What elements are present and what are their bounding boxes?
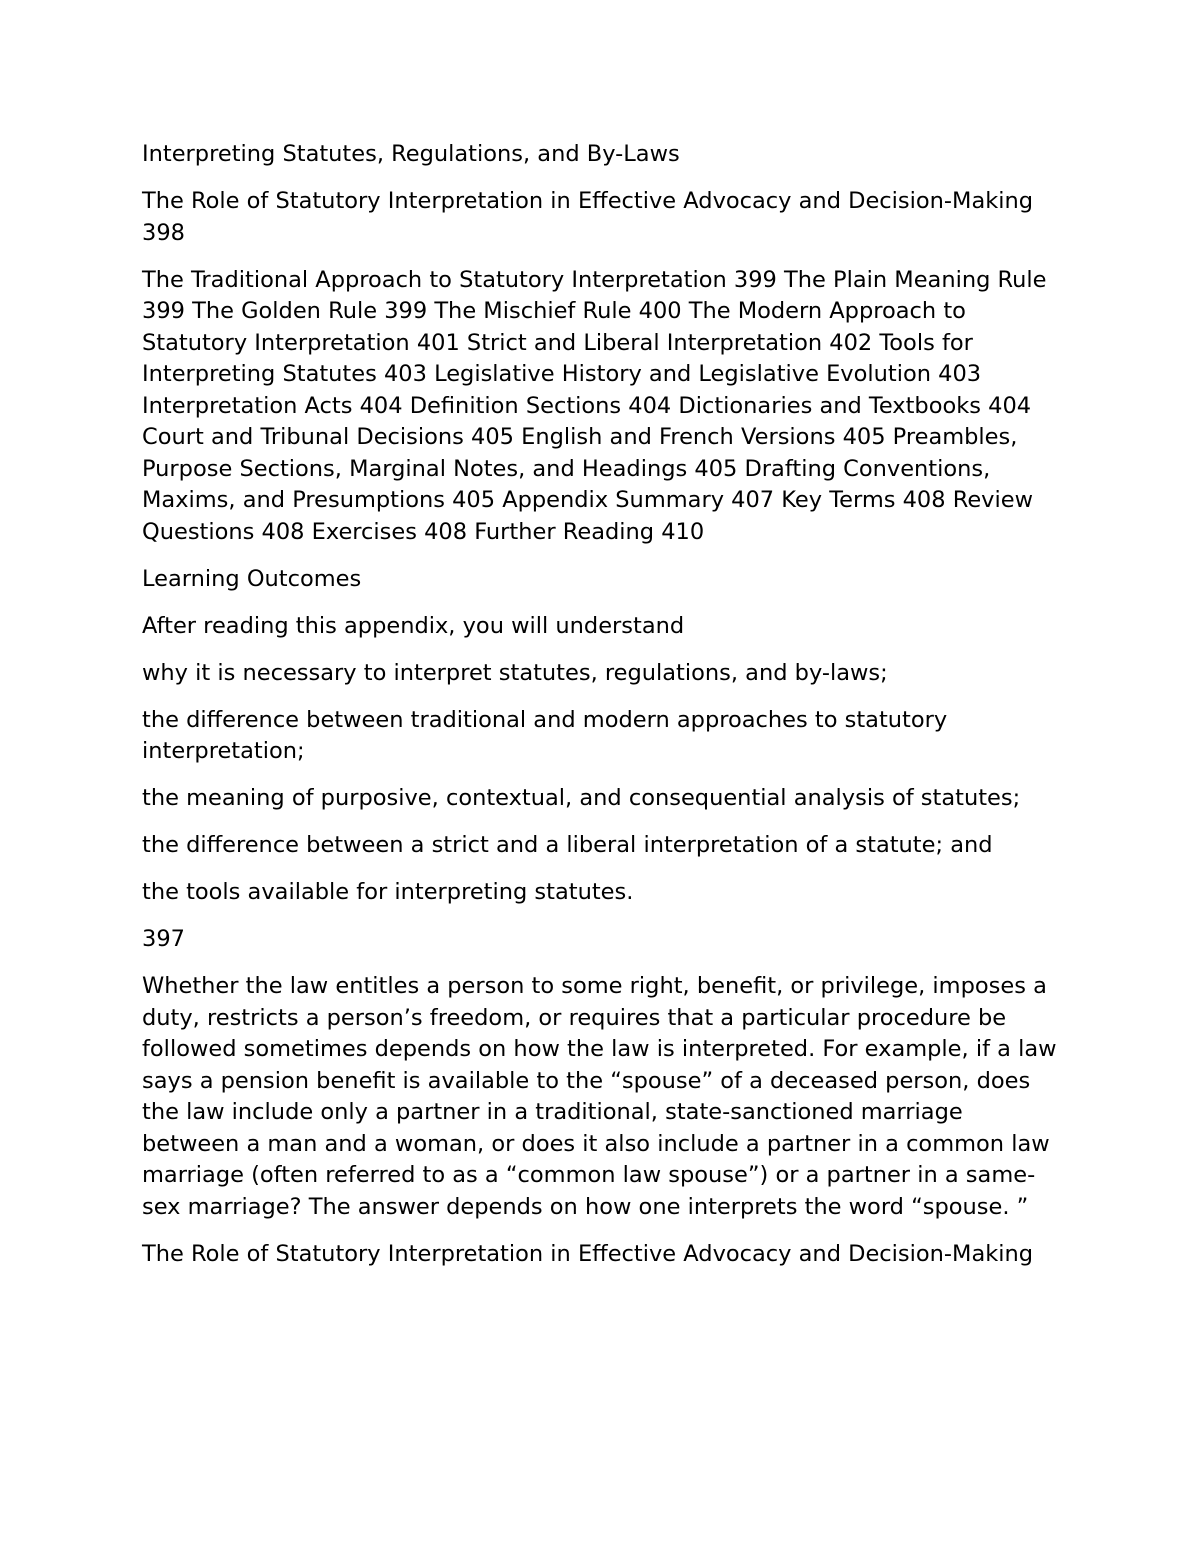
- toc-body: The Traditional Approach to Statutory Interpretation 399 The Plain Meaning Rule 399 The Golden Rule 399 The Mischief Rule 400 The Modern Approach to Statutory Interpretation 401 Strict and Liberal Interpretation 402 Tools for Interpreting Statutes 403 Legislative History and Legislative Evolution 403 Interpretation Acts 404 Definition Sections 404 Dictionaries and Textbooks 404 Court and Tribunal Decisions 405 English and French Versions 405 Preambles, Purpose Sections, Marginal Notes, and Headings 405 Drafting Conventions, Maxims, and Presumptions 405 Appendix Summary 407 Key Terms 408 Review Questions 408 Exercises 408 Further Reading 410: [142, 266, 1047, 545]
- page-number: 397: [142, 926, 185, 952]
- toc-heading: The Role of Statutory Interpretation in Effective Advocacy and Decision-Making 398: [142, 188, 1034, 246]
- learning-outcome-item: the tools available for interpreting statutes.: [142, 879, 634, 905]
- learning-outcome-item: the difference between a strict and a liberal interpretation of a statute; and: [142, 832, 993, 858]
- learning-outcomes-intro: After reading this appendix, you will understand: [142, 612, 685, 639]
- learning-outcomes-heading: Learning Outcomes: [142, 565, 362, 592]
- learning-outcome-item: why it is necessary to interpret statutes, regulations, and by-laws;: [142, 659, 888, 686]
- section-heading: The Role of Statutory Interpretation in Effective Advocacy and Decision-Making: [142, 1240, 1034, 1267]
- body-paragraph: Whether the law entitles a person to some right, benefit, or privilege, imposes a duty, restricts a person’s freedom, or requires that a particular procedure be followed sometimes depends on how the law is interpreted. For example, if a law says a pension benefit is available to the “spouse” of a deceased person, does the law include only a partner in a traditional, state-sanctioned marriage between a man and a woman, or does it also include a partner in a common law marriage (often referred to as a “common law spouse”) or a partner in a same-sex marriage? The answer depends on how one interprets the word “spouse. ”: [142, 973, 1057, 1220]
- document-title: Interpreting Statutes, Regulations, and By-Laws: [142, 141, 680, 167]
- learning-outcome-item: the difference between traditional and modern approaches to statutory interpretation;: [142, 706, 948, 764]
- learning-outcome-item: the meaning of purposive, contextual, and consequential analysis of statutes;: [142, 785, 1021, 811]
- document-body: [142, 139, 1062, 1286]
